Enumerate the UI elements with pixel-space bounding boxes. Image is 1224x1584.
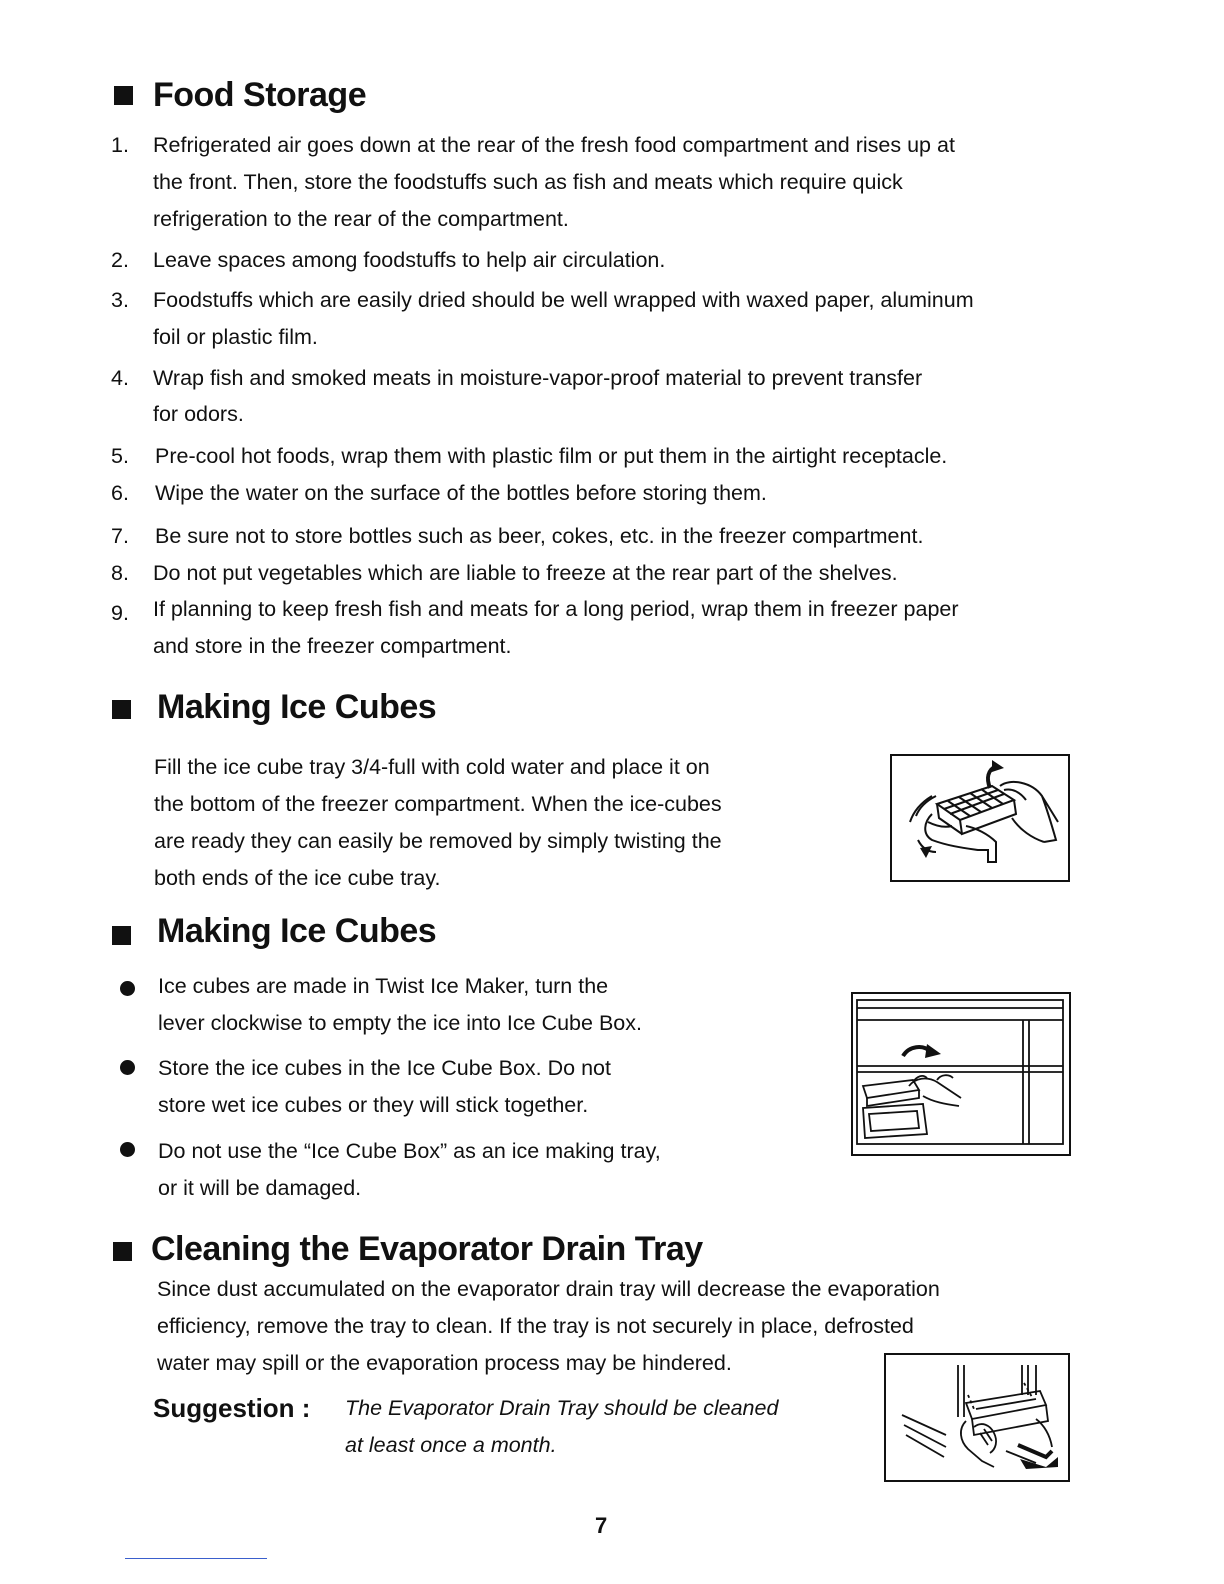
paragraph-line: water may spill or the evaporation process may be hindered. [157,1351,732,1375]
paragraph-line: Since dust accumulated on the evaporator drain tray will decrease the evaporation [157,1277,940,1301]
bullet-text: store wet ice cubes or they will stick together. [158,1093,589,1117]
item-text: Wipe the water on the surface of the bottles before storing them. [155,481,767,505]
item-text: Be sure not to store bottles such as beer, cokes, etc. in the freezer compartment. [155,524,924,548]
item-number: 2. [111,248,129,272]
item-text: refrigeration to the rear of the compartment. [153,207,569,231]
page-number: 7 [595,1513,608,1538]
item-number: 7. [111,524,129,548]
paragraph-line: are ready they can easily be removed by simply twisting the [154,829,722,853]
item-text: Leave spaces among foodstuffs to help air circulation. [153,248,666,272]
bullet-text: Do not use the “Ice Cube Box” as an ice making tray, [158,1139,661,1163]
heading-cleaning-drain-tray: Cleaning the Evaporator Drain Tray [151,1230,703,1268]
item-number: 5. [111,444,129,468]
item-text: and store in the freezer compartment. [153,634,512,658]
section-marker [113,1242,132,1261]
drain-tray-illustration [884,1353,1070,1482]
section-marker [112,926,131,945]
footer-rule [125,1558,267,1559]
paragraph-line: efficiency, remove the tray to clean. If the tray is not securely in place, defrosted [157,1314,914,1338]
item-number: 8. [111,561,129,585]
section-marker [112,700,131,719]
bullet-text: lever clockwise to empty the ice into Ice Cube Box. [158,1011,642,1035]
suggestion-text: The Evaporator Drain Tray should be cleaned [345,1396,779,1420]
ice-tray-twist-illustration [890,754,1070,882]
paragraph-line: both ends of the ice cube tray. [154,866,441,890]
item-text: Pre-cool hot foods, wrap them with plastic film or put them in the airtight receptacle. [155,444,948,468]
paragraph-line: Fill the ice cube tray 3/4-full with cold water and place it on [154,755,710,779]
item-number: 1. [111,133,129,157]
heading-food-storage: Food Storage [153,76,367,114]
item-number: 4. [111,366,129,390]
item-number: 9. [111,601,129,625]
bullet-text: Store the ice cubes in the Ice Cube Box. Do not [158,1056,611,1080]
section-marker [114,86,133,105]
bullet-text: Ice cubes are made in Twist Ice Maker, turn the [158,974,609,998]
item-text: Wrap fish and smoked meats in moisture-vapor-proof material to prevent transfer [153,366,923,390]
item-number: 6. [111,481,129,505]
bullet-dot [120,1060,135,1075]
item-text: for odors. [153,402,244,426]
paragraph-line: the bottom of the freezer compartment. When the ice-cubes [154,792,722,816]
twist-ice-maker-illustration [851,992,1071,1156]
item-text: the front. Then, store the foodstuffs such as fish and meats which require quick [153,170,903,194]
bullet-dot [120,1142,135,1157]
bullet-text: or it will be damaged. [158,1176,362,1200]
heading-making-ice-cubes: Making Ice Cubes [157,688,437,726]
bullet-dot [120,981,135,996]
heading-making-ice-cubes-twist: Making Ice Cubes [157,912,437,950]
item-text: foil or plastic film. [153,325,318,349]
item-text: Do not put vegetables which are liable to freeze at the rear part of the shelves. [153,561,898,585]
suggestion-text: at least once a month. [345,1433,557,1457]
suggestion-label: Suggestion : [153,1393,311,1423]
item-text: If planning to keep fresh fish and meats for a long period, wrap them in freezer paper [153,597,959,621]
item-text: Foodstuffs which are easily dried should be well wrapped with waxed paper, aluminum [153,288,974,312]
item-text: Refrigerated air goes down at the rear of the fresh food compartment and rises up at [153,133,955,157]
item-number: 3. [111,288,129,312]
